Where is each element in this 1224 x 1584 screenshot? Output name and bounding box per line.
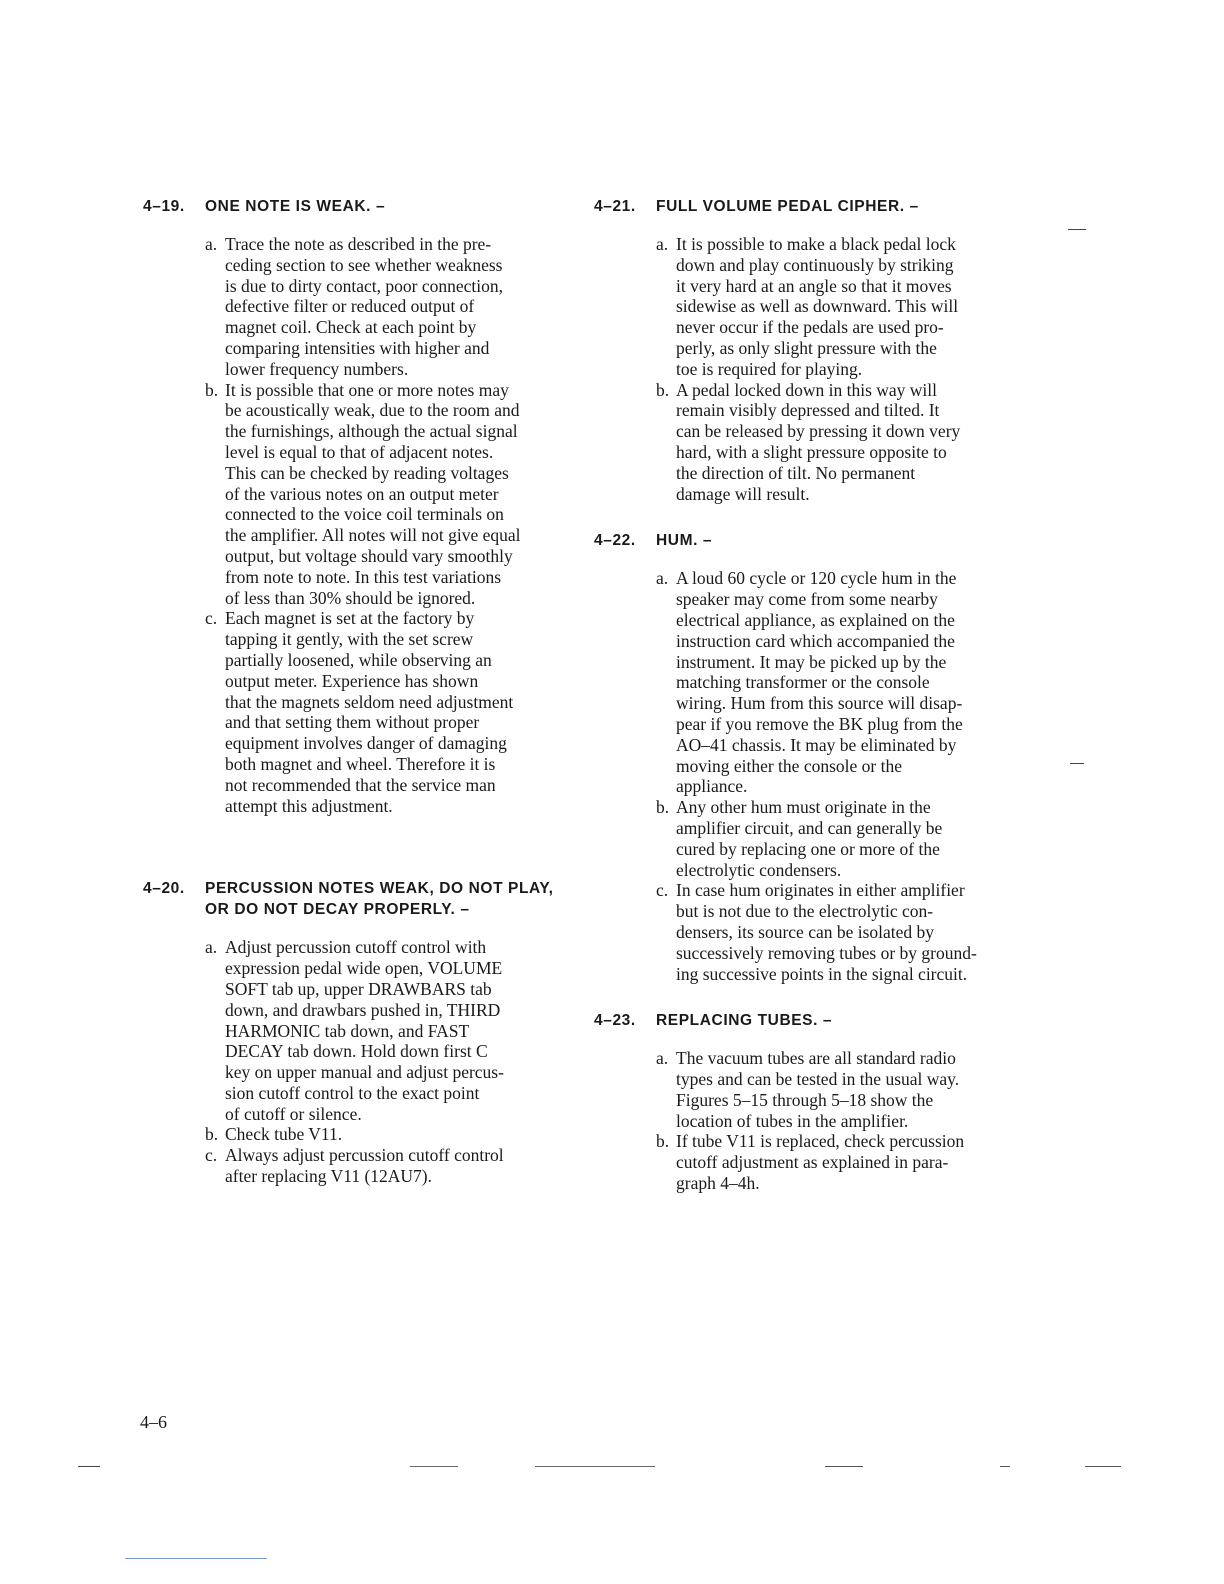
scan-mark bbox=[125, 1558, 267, 1559]
item-text: It is possible that one or more notes may be acoustically weak, due to the room and the furnishings, although the actual signal level is equal to that of adjacent notes. This can be checked by reading voltages of the various notes on an output meter connected to the voice coil terminals on the amplifier. All notes will not give equal output, but voltage should vary smoothly from note to note. In this test variations of less than 30% should be ignored. bbox=[225, 379, 521, 608]
left-column bbox=[143, 196, 583, 1213]
list-item bbox=[656, 880, 1034, 984]
section-4-23 bbox=[594, 1010, 1034, 1194]
item-list bbox=[594, 568, 1034, 984]
list-item bbox=[205, 380, 583, 609]
section-4-19 bbox=[143, 196, 583, 816]
item-text: In case hum originates in either amplifier but is not due to the electrolytic con- densers, its source can be isolated by successively removing tubes or by ground- ing successive points in the signal circuit. bbox=[676, 880, 977, 984]
section-title: REPLACING TUBES. – bbox=[656, 1012, 833, 1030]
page-number: 4–6 bbox=[140, 1412, 167, 1432]
item-list bbox=[143, 234, 583, 816]
item-text: Trace the note as described in the pre- ceding section to see whether weakness is due to dirty contact, poor connection, defective filter or reduced output of magnet coil. Check at each point by comparing intensities with higher and lower frequency numbers. bbox=[225, 234, 503, 379]
scan-mark bbox=[1085, 1466, 1121, 1467]
item-letter: b. bbox=[205, 1124, 219, 1145]
item-text: Adjust percussion cutoff control with expression pedal wide open, VOLUME SOFT tab up, upper DRAWBARS tab down, and drawbars pushed in, THIRD HARMONIC tab down, and FAST DECAY tab down. Hold down first C key on upper manual and adjust percus- sion cutoff control to the exact point of cutoff or silence. bbox=[225, 937, 504, 1124]
scan-mark bbox=[1000, 1466, 1010, 1467]
section-heading bbox=[594, 196, 1034, 217]
item-letter: b. bbox=[656, 379, 670, 400]
list-item bbox=[205, 1145, 583, 1187]
item-text: A loud 60 cycle or 120 cycle hum in the speaker may come from some nearby electrical appliance, as explained on the instruction card which accompanied the instrument. It may be picked up by the matching transformer or the console wiring. Hum from this source will disap- pear if you remove the BK plug from the AO–41 chassis. It may be eliminated by moving either the console or the appliance. bbox=[676, 568, 963, 797]
scan-mark bbox=[535, 1466, 655, 1467]
section-heading bbox=[143, 196, 583, 217]
section-title: FULL VOLUME PEDAL CIPHER. – bbox=[656, 198, 919, 215]
item-text: Always adjust percussion cutoff control after replacing V11 (12AU7). bbox=[225, 1145, 504, 1187]
list-item bbox=[205, 608, 583, 816]
item-letter: a. bbox=[656, 568, 669, 589]
item-letter: b. bbox=[656, 1131, 670, 1152]
item-text: Any other hum must originate in the amplifier circuit, and can generally be cured by replacing one or more of the electrolytic condensers. bbox=[676, 797, 943, 880]
item-text: If tube V11 is replaced, check percussion cutoff adjustment as explained in para- graph 4–4h. bbox=[676, 1131, 965, 1194]
item-list bbox=[594, 234, 1034, 504]
item-letter: c. bbox=[205, 608, 218, 629]
list-item bbox=[656, 1131, 1034, 1193]
list-item bbox=[656, 568, 1034, 797]
item-text: The vacuum tubes are all standard radio types and can be tested in the usual way. Figures 5–15 through 5–18 show the location of tubes in the amplifier. bbox=[676, 1048, 960, 1131]
section-number: 4–19. bbox=[143, 198, 185, 215]
item-letter: b. bbox=[656, 797, 670, 818]
section-heading bbox=[594, 1010, 1034, 1031]
section-4-20 bbox=[143, 878, 583, 1187]
item-letter: c. bbox=[656, 880, 669, 901]
item-text: It is possible to make a black pedal lock down and play continuously by striking it very hard at an angle so that it moves sidewise as well as downward. This will never occur if the pedals are used pro- perly, as only slight pressure with the toe is required for playing. bbox=[676, 234, 959, 379]
scan-mark bbox=[410, 1466, 458, 1467]
item-letter: a. bbox=[656, 234, 669, 254]
section-number: 4–23. bbox=[594, 1012, 636, 1030]
list-item bbox=[656, 1048, 1034, 1131]
scan-mark bbox=[78, 1466, 100, 1467]
scan-mark bbox=[1068, 229, 1086, 230]
item-letter: a. bbox=[656, 1048, 669, 1069]
item-letter: b. bbox=[205, 379, 219, 400]
section-title: HUM. – bbox=[656, 532, 713, 550]
item-letter: a. bbox=[205, 234, 218, 254]
list-item bbox=[656, 797, 1034, 880]
list-item bbox=[205, 234, 583, 380]
section-number: 4–22. bbox=[594, 532, 636, 550]
section-number: 4–20. bbox=[143, 880, 185, 898]
section-title: PERCUSSION NOTES WEAK, DO NOT PLAY, OR DO NOT DECAY PROPERLY. – bbox=[205, 880, 554, 919]
item-text: Each magnet is set at the factory by tapping it gently, with the set screw partially loosened, while observing an output meter. Experience has shown that the magnets seldom need adjustment and that setting them without proper equipment involves danger of damaging both magnet and wheel. Therefore it is not recommended that the service man attempt this adjustment. bbox=[225, 608, 514, 816]
section-4-22 bbox=[594, 530, 1034, 984]
section-title: ONE NOTE IS WEAK. – bbox=[205, 198, 386, 215]
item-list bbox=[594, 1048, 1034, 1194]
section-4-21 bbox=[594, 196, 1034, 504]
right-column bbox=[594, 196, 1034, 1220]
section-heading bbox=[594, 530, 1034, 551]
item-text: Check tube V11. bbox=[225, 1124, 343, 1145]
scan-mark bbox=[825, 1466, 863, 1467]
item-letter: a. bbox=[205, 937, 218, 958]
scan-mark bbox=[1070, 763, 1084, 764]
item-list bbox=[143, 937, 583, 1187]
section-heading bbox=[143, 878, 583, 920]
section-number: 4–21. bbox=[594, 198, 636, 215]
list-item bbox=[205, 1124, 583, 1145]
list-item bbox=[656, 380, 1034, 505]
list-item bbox=[205, 937, 583, 1124]
item-letter: c. bbox=[205, 1145, 218, 1166]
list-item bbox=[656, 234, 1034, 380]
item-text: A pedal locked down in this way will remain visibly depressed and tilted. It can be released by pressing it down very hard, with a slight pressure opposite to the direction of tilt. No permanent damage will result. bbox=[676, 379, 961, 504]
